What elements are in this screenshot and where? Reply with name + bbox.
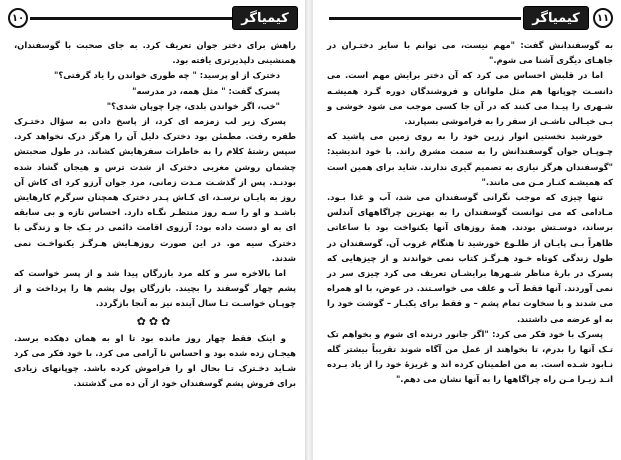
left-page [0,0,305,460]
header-rule [329,17,521,20]
paragraph: به گوسفندانش گفت: "مهم نیست، می توانم با سایر دختـران در جاهـای دیگری آشنا می شوم." [327,40,613,66]
paragraph: خورشید نخستین انوار زرین خود را به روی زمین می پاشید که چـوپـان جوان گوسفندانش را به سمت مشرق راند. با خود اندیشید: "گوسفندان هرگز نیازی به تصمیم گیری ندارند. شاید برای همین است که همیشـه کنـار مـن می مانند." [327,131,613,187]
right-page [313,0,621,460]
paragraph: تنها چیزی که موجب نگرانی گوسفندان می شد، آب و غذا بـود. مـادامی که می توانست گوسفندان را به بهترین چراگاههای آندلس برساند، دوسـتش بودند. همهٔ روزهای آنها یکنواخت بود با ساعاتی ظاهراً بـی پایـان از طلـوع خورشید تا هنگام غروب آن. گوسفندان در طول زندگی کوتاه خـود هـرگـز کتاب نمی خواندند و از چیزهایی که پسرک در بارهٔ مناظر شـهرها برایشـان تعریف می کرد چیزی سر در نمی آوردند. آنها فقط آب و علف می خواسـتند. در عوض، با او همراه می شدند و با سخاوت تمام پشم – و فقط برای یکبـار – گوشت خود را به او عرضه می داشتند. [327,192,613,324]
paragraph: پسرک با خود فکر می کرد: "اگر جانور درنده ای شوم و بخواهم تک تـک آنها را بدرم، تا بخواهند از عمل من آگاه شوند تقریباً بیشتر گله نـابود شـده است. به من اطمینان کرده اند و غریزهٔ خود را از یاد بـرده انـد زیـرا مـن راه چراگاهها را به آنها نشان می دهم." [327,328,613,385]
right-page-body [327,38,613,388]
paragraph: راهش برای دختر جوان تعریف کرد. به جای صحبت با گوسفندان، همنشینی دلپذیرتری یافته بود. [14,40,296,66]
dialogue-line: پسرک گفت: " مثل همه، در مدرسه" [132,85,280,96]
running-title: کیمیاگر [523,6,589,30]
paragraph: پسرک زیر لب زمزمه ای کرد، از پاسخ دادن به سؤال دختـرک طفره رفت. مطمئن بود دخترک دلیل آن را هرگز درک نخواهد کرد. سپس رشتهٔ کلام را به خاطرات سفرهایش کشاند. در طول صحبتش چشمان روشن مغربی دخترک از شدت ترس و هیجان گشاد شده بودنـد. پس از گذشـت مـدت زمانی، مرد جوان آرزو کرد ای کاش آن روز به پایـان نرسـد، ای کـاش پـدر دخترک همچنان سرگرم کارهایش باشـد و او را سـه روز منتظـر نگـاه دارد. احساس تازه و بی سابقه ای به او دست داده بود: آرزوی اقامت دائمی در یـک جا و زندگی با دخترک سیه مو. در این صورت روزهـایش هـرگـز یکنواخـت نمی شدند. [14,116,296,263]
paragraph: اما در قلبش احساس می کرد که آن دختر برایش مهم است. می دانسـت چوپانها هم مثل ملوانان و فروشندگان دوره گـرد همیشـه شـهری را پیـدا می کنند که در آن جا کسی موجب می شود خوشی و بـی خیـالی ناشـی از سفر را به فراموشی بسپارند. [327,70,613,127]
left-page-body [14,38,296,392]
paragraph: و اینک فقط چهار روز مانده بود تا او به همان دهکده برسد. هیجـان زده شده بود و احساس نا آرامی می کرد. با خود فکر می کرد شـاید دخـترک تـا بحال او را فراموش کرده باشد. چوپانهای زیادی برای فروش پشم گوسفندان خود از آن ده می گذشتند. [14,332,296,389]
dialogue-line: "خب، اگر خواندن بلدی، چرا چوپان شدی؟" [106,100,280,111]
dialogue-line: دخترک از او پرسید: " چه طوری خواندن را یاد گرفتی؟" [53,70,280,81]
section-separator: ✿✿✿ [136,314,174,328]
page-number: ۱۰ [8,8,28,28]
header-rule [30,17,234,20]
paragraph: اما بالاخره سر و کله مرد بازرگان پیدا شد و از پسر خواست که پشم چهار گوسفند را بچیند. بازرگان پول پشم ها را پرداخت و از چوپـان خواسـت تـا سال آینده نیز به آنجا بازگردد. [14,268,296,309]
left-page-header [8,6,298,30]
right-page-header [321,6,613,30]
book-gutter [305,0,313,460]
running-title: کیمیاگر [232,6,298,30]
page-number: ۱۱ [593,8,613,28]
